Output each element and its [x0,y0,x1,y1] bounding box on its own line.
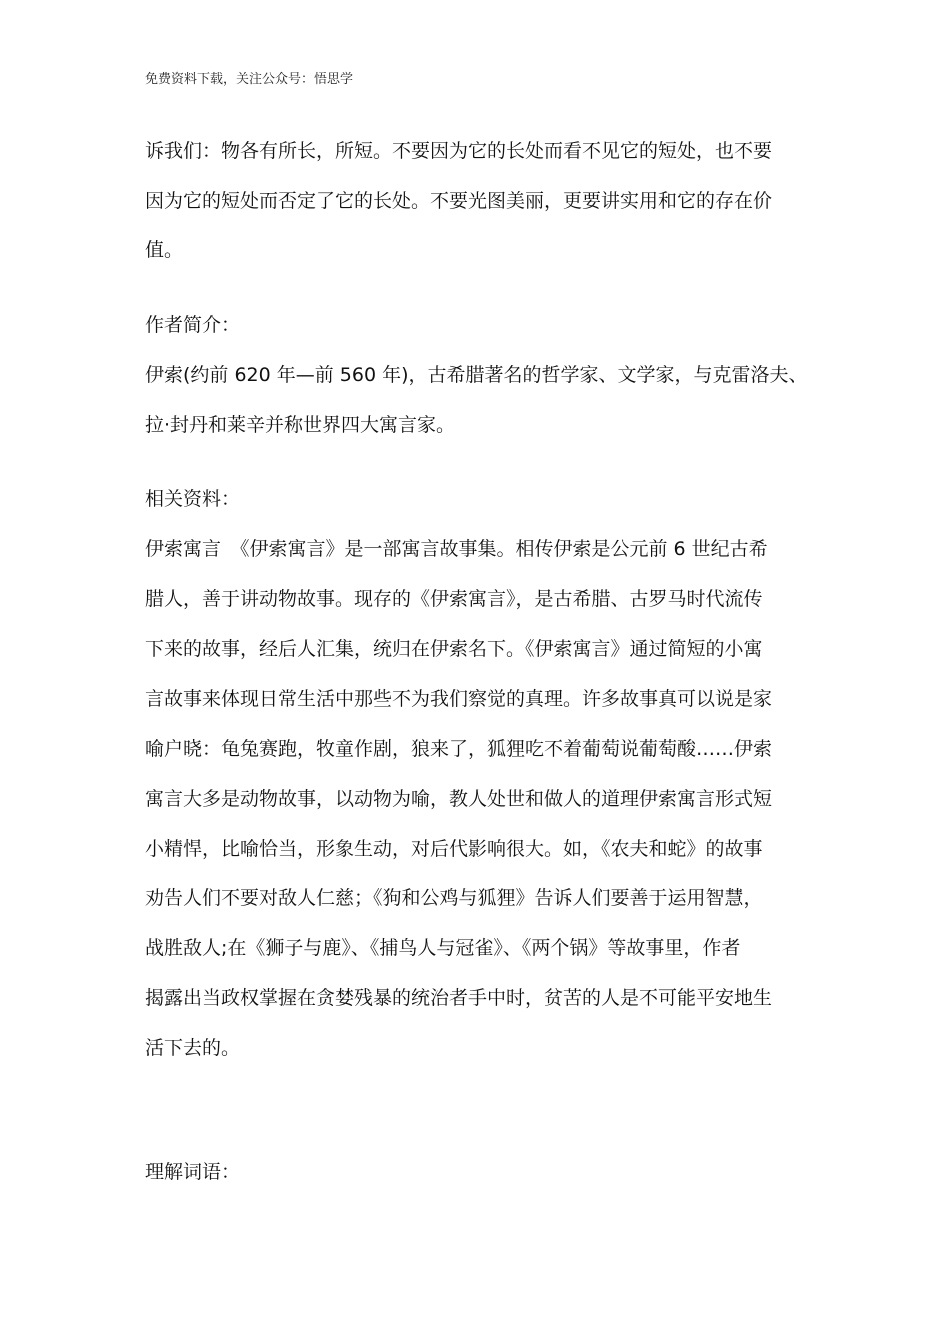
author-heading: 作者简介： [145,314,241,336]
vocab-heading: 理解词语： [145,1161,241,1183]
related-line-9: 战胜敌人;在《狮子与鹿》、《捕鸟人与冠雀》、《两个锅》等故事里，作者 [145,937,741,959]
author-line-2: 拉·封丹和莱辛并称世界四大寓言家。 [145,414,456,436]
related-line-10: 揭露出当政权掌握在贪婪残暴的统治者手中时，贫苦的人是不可能平安地生 [145,987,773,1009]
related-line-7: 小精悍，比喻恰当，形象生动，对后代影响很大。如，《农夫和蛇》的故事 [145,838,763,860]
related-line-3: 下来的故事，经后人汇集，统归在伊索名下。《伊索寓言》通过简短的小寓 [145,638,763,660]
moral-line-2: 因为它的短处而否定了它的长处。不要光图美丽，更要讲实用和它的存在价 [145,190,773,212]
page-header-note: 免费资料下载，关注公众号：悟思学 [145,72,354,87]
related-line-11: 活下去的。 [145,1037,241,1059]
moral-line-1: 诉我们：物各有所长，所短。不要因为它的长处而看不见它的短处，也不要 [145,140,773,162]
related-line-2: 腊人，善于讲动物故事。现存的《伊索寓言》，是古希腊、古罗马时代流传 [145,588,763,610]
related-line-4: 言故事来体现日常生活中那些不为我们察觉的真理。许多故事真可以说是家 [145,688,773,710]
related-line-8: 劝告人们不要对敌人仁慈；《狗和公鸡与狐狸》告诉人们要善于运用智慧， [145,887,763,909]
related-line-1: 伊索寓言 《伊索寓言》是一部寓言故事集。相传伊索是公元前 6 世纪古希 [145,538,768,560]
related-heading: 相关资料： [145,488,241,510]
related-line-5: 喻户晓：龟兔赛跑，牧童作剧，狼来了，狐狸吃不着葡萄说葡萄酸……伊索 [145,738,773,760]
related-line-6: 寓言大多是动物故事，以动物为喻，教人处世和做人的道理伊索寓言形式短 [145,788,773,810]
moral-line-3: 值。 [145,239,184,261]
author-line-1: 伊索(约前 620 年—前 560 年)，古希腊著名的哲学家、文学家，与克雷洛夫、 [145,364,808,386]
